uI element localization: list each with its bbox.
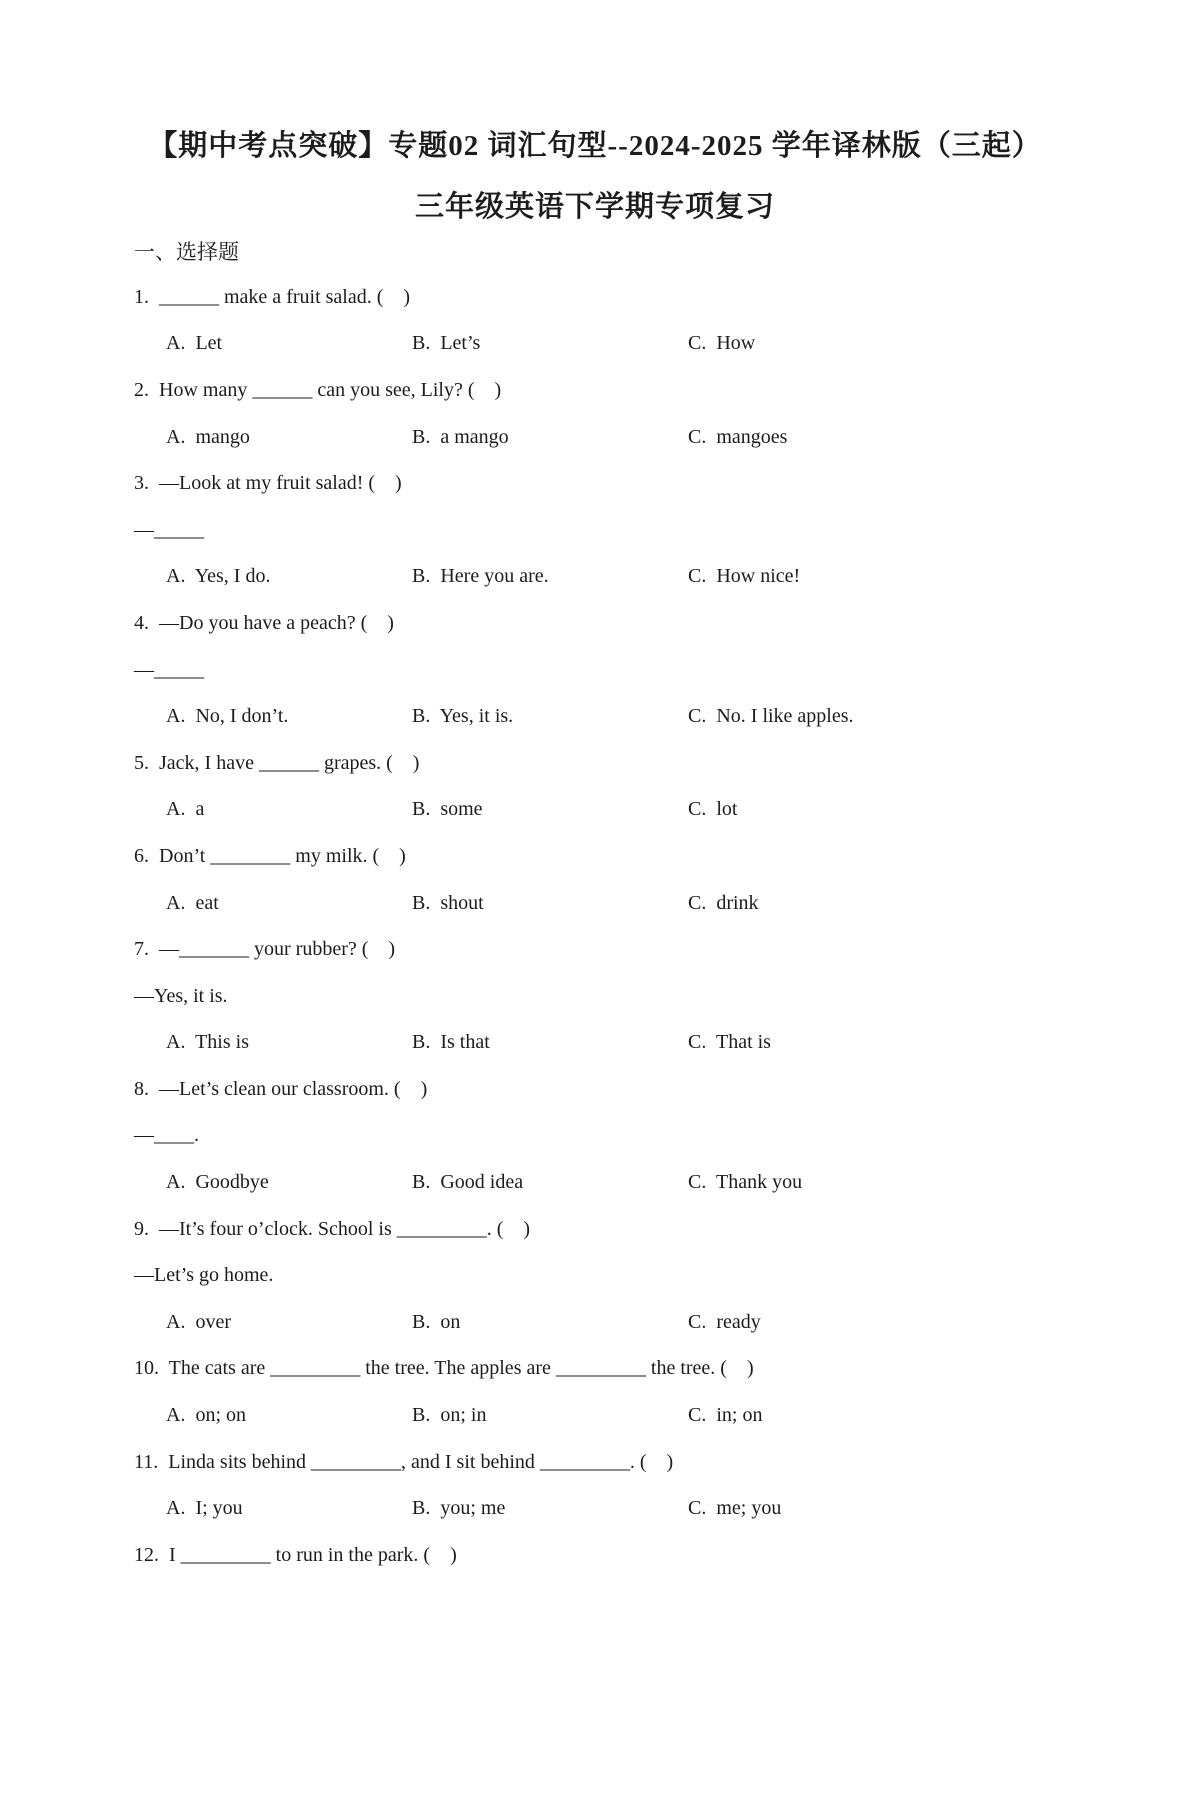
option-b: B. Good idea (412, 1171, 524, 1194)
question-reply-line: —Let’s go home. (134, 1264, 274, 1287)
option-b: B. some (412, 798, 483, 821)
option-b: B. Let’s (412, 332, 481, 355)
option-b: B. a mango (412, 425, 509, 448)
question-stem: 6. Don’t ________ my milk. ( ) (134, 844, 406, 867)
question-reply-line: —Yes, it is. (134, 984, 228, 1007)
question-options (134, 880, 1070, 927)
question-stem: 2. How many ______ can you see, Lily? ( ) (134, 378, 502, 401)
option-c: C. Thank you (688, 1171, 803, 1194)
question-stem: 12. I _________ to run in the park. ( ) (134, 1543, 457, 1566)
question-options (134, 1159, 1070, 1206)
question-options (134, 554, 1070, 601)
exam-paper-page (0, 120, 1190, 1802)
question-8 (134, 1066, 1070, 1206)
question-options (134, 1020, 1070, 1067)
option-a: A. Yes, I do. (166, 565, 271, 588)
question-stem: 4. —Do you have a peach? ( ) (134, 611, 394, 634)
question-stem: 11. Linda sits behind _________, and I sit behind _________. ( ) (134, 1450, 674, 1473)
option-c: C. lot (688, 798, 738, 821)
option-c: C. No. I like apples. (688, 705, 854, 728)
option-b: B. you; me (412, 1497, 506, 1520)
option-b: B. shout (412, 891, 484, 914)
question-options (134, 321, 1070, 368)
page-title: 【期中考点突破】专题02 词汇句型--2024-2025 学年译林版（三起） (148, 129, 1042, 162)
exam-content (0, 228, 1190, 1579)
option-a: A. Let (166, 332, 223, 355)
question-12 (134, 1532, 1070, 1579)
question-6 (134, 833, 1070, 926)
option-c: C. ready (688, 1310, 761, 1333)
question-9 (134, 1206, 1070, 1346)
option-a: A. Goodbye (166, 1171, 269, 1194)
option-c: C. drink (688, 891, 759, 914)
question-stem: 9. —It’s four o’clock. School is _________. ( ) (134, 1217, 531, 1240)
option-b: B. Here you are. (412, 565, 549, 588)
option-c: C. in; on (688, 1404, 763, 1427)
question-stem: 10. The cats are _________ the tree. The apples are _________ the tree. ( ) (134, 1357, 754, 1380)
question-stem: 3. —Look at my fruit salad! ( ) (134, 472, 402, 495)
question-10 (134, 1346, 1070, 1439)
question-5 (134, 740, 1070, 833)
question-reply-line: —_____ (134, 518, 204, 541)
question-4 (134, 600, 1070, 740)
question-reply-line: —_____ (134, 658, 204, 681)
option-a: A. This is (166, 1031, 249, 1054)
option-a: A. I; you (166, 1497, 243, 1520)
question-2 (134, 367, 1070, 460)
option-c: C. me; you (688, 1497, 782, 1520)
option-a: A. a (166, 798, 205, 821)
option-a: A. No, I don’t. (166, 705, 289, 728)
question-options (134, 414, 1070, 461)
question-options (134, 693, 1070, 740)
option-a: A. on; on (166, 1404, 246, 1427)
option-c: C. How nice! (688, 565, 801, 588)
question-reply-line: —____. (134, 1124, 199, 1147)
option-c: C. That is (688, 1031, 771, 1054)
question-options (134, 1392, 1070, 1439)
question-11 (134, 1439, 1070, 1532)
question-3 (134, 460, 1070, 600)
option-b: B. on (412, 1310, 461, 1333)
option-c: C. mangoes (688, 425, 788, 448)
option-b: B. Is that (412, 1031, 490, 1054)
option-a: A. eat (166, 891, 219, 914)
option-a: A. mango (166, 425, 250, 448)
option-a: A. over (166, 1310, 231, 1333)
question-1 (134, 274, 1070, 367)
question-options (134, 1299, 1070, 1346)
question-stem: 1. ______ make a fruit salad. ( ) (134, 285, 411, 308)
question-options (134, 787, 1070, 834)
page-subtitle: 三年级英语下学期专项复习 (414, 190, 775, 223)
question-options (134, 1485, 1070, 1532)
question-7 (134, 926, 1070, 1066)
question-stem: 5. Jack, I have ______ grapes. ( ) (134, 751, 420, 774)
question-stem: 7. —_______ your rubber? ( ) (134, 938, 396, 961)
option-b: B. on; in (412, 1404, 487, 1427)
option-b: B. Yes, it is. (412, 705, 514, 728)
section-heading: 一、选择题 (134, 240, 239, 264)
question-stem: 8. —Let’s clean our classroom. ( ) (134, 1077, 428, 1100)
option-c: C. How (688, 332, 756, 355)
